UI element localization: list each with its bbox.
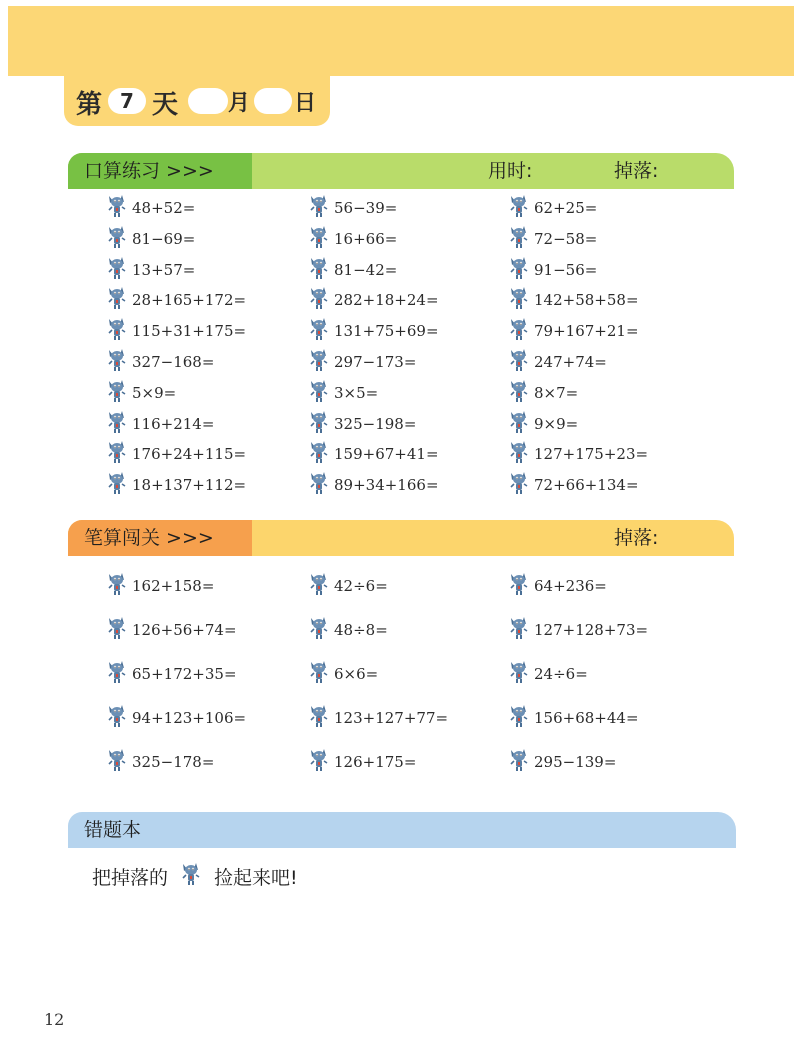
written-drop-label: 掉落: xyxy=(614,527,659,549)
wolf-icon xyxy=(308,471,330,499)
wolf-icon xyxy=(308,225,330,253)
wolf-icon xyxy=(106,410,128,438)
problem-text: 72−58= xyxy=(534,229,598,248)
oral-problem xyxy=(308,195,397,221)
wolf-icon xyxy=(308,616,330,644)
problem-text: 325−178= xyxy=(132,753,215,771)
day-prefix: 第 xyxy=(76,90,103,120)
wolf-icon xyxy=(106,379,128,407)
date-label: 日 xyxy=(294,91,317,116)
wolf-icon xyxy=(508,348,530,376)
written-calc-header xyxy=(68,520,734,556)
problem-text: 6×6= xyxy=(334,665,379,683)
problem-text: 56−39= xyxy=(334,199,398,217)
problem-text: 9×9= xyxy=(534,414,579,433)
wolf-icon xyxy=(106,317,128,345)
day-number: 7 xyxy=(108,88,146,114)
oral-problem xyxy=(308,380,378,406)
wolf-icon xyxy=(308,348,330,376)
problem-text: 28+165+172= xyxy=(132,291,247,310)
oral-problem xyxy=(508,472,639,498)
wolf-icon xyxy=(106,348,128,376)
written-problem xyxy=(508,705,639,731)
problem-text: 162+158= xyxy=(132,577,215,595)
problem-text: 325−198= xyxy=(334,414,417,433)
oral-problem xyxy=(508,411,578,437)
wolf-icon xyxy=(308,660,330,688)
wolf-icon xyxy=(308,704,330,732)
wolf-icon xyxy=(106,286,128,314)
problem-text: 5×9= xyxy=(132,383,177,402)
problem-text: 48÷8= xyxy=(334,621,388,639)
wolf-icon xyxy=(508,286,530,314)
problem-text: 24÷6= xyxy=(534,665,588,683)
wolf-icon xyxy=(508,440,530,468)
pickup-instruction xyxy=(92,862,298,891)
problem-text: 282+18+24= xyxy=(334,291,439,310)
written-calc-title: 笔算闯关 >>> xyxy=(68,520,252,556)
oral-problem xyxy=(308,226,397,252)
oral-problem xyxy=(308,411,416,437)
wolf-icon xyxy=(308,317,330,345)
problem-text: 72+66+134= xyxy=(534,476,639,495)
problem-text: 89+34+166= xyxy=(334,476,439,495)
problem-text: 247+74= xyxy=(534,353,607,371)
oral-problem xyxy=(106,441,246,467)
wolf-icon xyxy=(508,572,530,600)
problem-text: 64+236= xyxy=(534,577,607,595)
problem-text: 65+172+35= xyxy=(132,665,237,683)
problem-text: 94+123+106= xyxy=(132,709,247,727)
wolf-icon xyxy=(106,194,128,222)
oral-problem xyxy=(508,441,648,467)
wolf-icon xyxy=(308,410,330,438)
problem-text: 79+167+21= xyxy=(534,322,639,341)
problem-text: 115+31+175= xyxy=(132,322,247,341)
wolf-icon xyxy=(106,616,128,644)
wolf-icon xyxy=(508,225,530,253)
oral-problem xyxy=(308,318,439,344)
written-problem xyxy=(508,749,616,775)
wolf-icon xyxy=(308,440,330,468)
wolf-icon xyxy=(508,704,530,732)
problem-text: 126+175= xyxy=(334,753,417,771)
pickup-before-text: 把掉落的 xyxy=(92,867,169,889)
problem-text: 123+127+77= xyxy=(334,709,449,727)
wolf-icon xyxy=(106,704,128,732)
written-problem xyxy=(508,661,588,687)
oral-problem xyxy=(308,257,397,283)
oral-problem xyxy=(106,318,246,344)
wolf-icon xyxy=(508,256,530,284)
problem-text: 18+137+112= xyxy=(132,476,247,495)
written-problem xyxy=(308,749,416,775)
problem-text: 295−139= xyxy=(534,753,617,771)
wolf-icon xyxy=(106,748,128,776)
oral-problem xyxy=(106,257,195,283)
wolf-icon xyxy=(180,862,202,891)
oral-problem xyxy=(308,472,439,498)
wolf-icon xyxy=(508,379,530,407)
time-used-label: 用时: xyxy=(488,160,533,182)
problem-text: 127+175+23= xyxy=(534,445,649,464)
oral-problem xyxy=(106,287,246,313)
problem-text: 116+214= xyxy=(132,414,215,433)
written-problem xyxy=(308,617,388,643)
problem-text: 126+56+74= xyxy=(132,621,237,639)
oral-problem xyxy=(508,195,597,221)
problem-text: 131+75+69= xyxy=(334,322,439,341)
oral-problem xyxy=(308,349,416,375)
oral-practice-title: 口算练习 >>> xyxy=(68,153,252,189)
oral-problem xyxy=(508,287,639,313)
problem-text: 91−56= xyxy=(534,260,598,279)
problem-text: 176+24+115= xyxy=(132,445,247,464)
page-number: 12 xyxy=(44,1010,65,1029)
problem-text: 327−168= xyxy=(132,353,215,371)
oral-practice-header xyxy=(68,153,734,189)
oral-problem xyxy=(106,226,195,252)
oral-problem xyxy=(508,257,597,283)
wolf-icon xyxy=(308,194,330,222)
oral-problem xyxy=(508,226,597,252)
oral-problem xyxy=(106,472,246,498)
written-problem xyxy=(308,573,388,599)
wolf-icon xyxy=(508,471,530,499)
problem-text: 3×5= xyxy=(334,383,379,402)
problem-text: 62+25= xyxy=(534,199,598,217)
wolf-icon xyxy=(508,410,530,438)
wolf-icon xyxy=(308,379,330,407)
wolf-icon xyxy=(508,194,530,222)
oral-problem xyxy=(308,441,439,467)
problem-text: 8×7= xyxy=(534,383,579,402)
day-suffix: 天 xyxy=(152,90,179,120)
wolf-icon xyxy=(308,748,330,776)
wolf-icon xyxy=(308,572,330,600)
written-problem xyxy=(308,705,448,731)
written-problem xyxy=(106,749,214,775)
problem-text: 42÷6= xyxy=(334,577,388,595)
written-problem xyxy=(508,573,607,599)
problem-text: 142+58+58= xyxy=(534,291,639,310)
date-input[interactable] xyxy=(254,88,292,114)
oral-problem xyxy=(508,380,578,406)
pickup-after-text: 捡起来吧! xyxy=(214,867,298,889)
oral-problem xyxy=(106,349,214,375)
written-problem xyxy=(106,661,237,687)
problem-text: 81−42= xyxy=(334,260,398,279)
problem-text: 159+67+41= xyxy=(334,445,439,464)
oral-drop-label: 掉落: xyxy=(614,160,659,182)
day-header xyxy=(64,76,330,126)
problem-text: 297−173= xyxy=(334,353,417,371)
wolf-icon xyxy=(508,660,530,688)
wolf-icon xyxy=(106,660,128,688)
oral-problem xyxy=(106,380,176,406)
problem-text: 13+57= xyxy=(132,260,196,279)
month-label: 月 xyxy=(228,91,251,116)
written-problem xyxy=(106,573,214,599)
wolf-icon xyxy=(508,748,530,776)
wolf-icon xyxy=(106,572,128,600)
wolf-icon xyxy=(508,616,530,644)
month-input[interactable] xyxy=(188,88,228,114)
mistakes-title: 错题本 xyxy=(84,819,142,841)
written-problem xyxy=(106,705,246,731)
problem-text: 127+128+73= xyxy=(534,621,649,639)
oral-problem xyxy=(508,349,607,375)
written-problem xyxy=(308,661,378,687)
problem-text: 81−69= xyxy=(132,229,196,248)
problem-text: 16+66= xyxy=(334,229,398,248)
written-problem xyxy=(106,617,237,643)
oral-problem xyxy=(508,318,639,344)
oral-problem xyxy=(308,287,439,313)
wolf-icon xyxy=(508,317,530,345)
oral-problem xyxy=(106,195,195,221)
wolf-icon xyxy=(106,440,128,468)
problem-text: 156+68+44= xyxy=(534,709,639,727)
wolf-icon xyxy=(106,256,128,284)
wolf-icon xyxy=(308,256,330,284)
wolf-icon xyxy=(106,225,128,253)
problem-text: 48+52= xyxy=(132,199,196,217)
written-problem xyxy=(508,617,648,643)
wolf-icon xyxy=(308,286,330,314)
top-band xyxy=(8,6,794,76)
wolf-icon xyxy=(106,471,128,499)
mistakes-header xyxy=(68,812,736,848)
oral-problem xyxy=(106,411,214,437)
